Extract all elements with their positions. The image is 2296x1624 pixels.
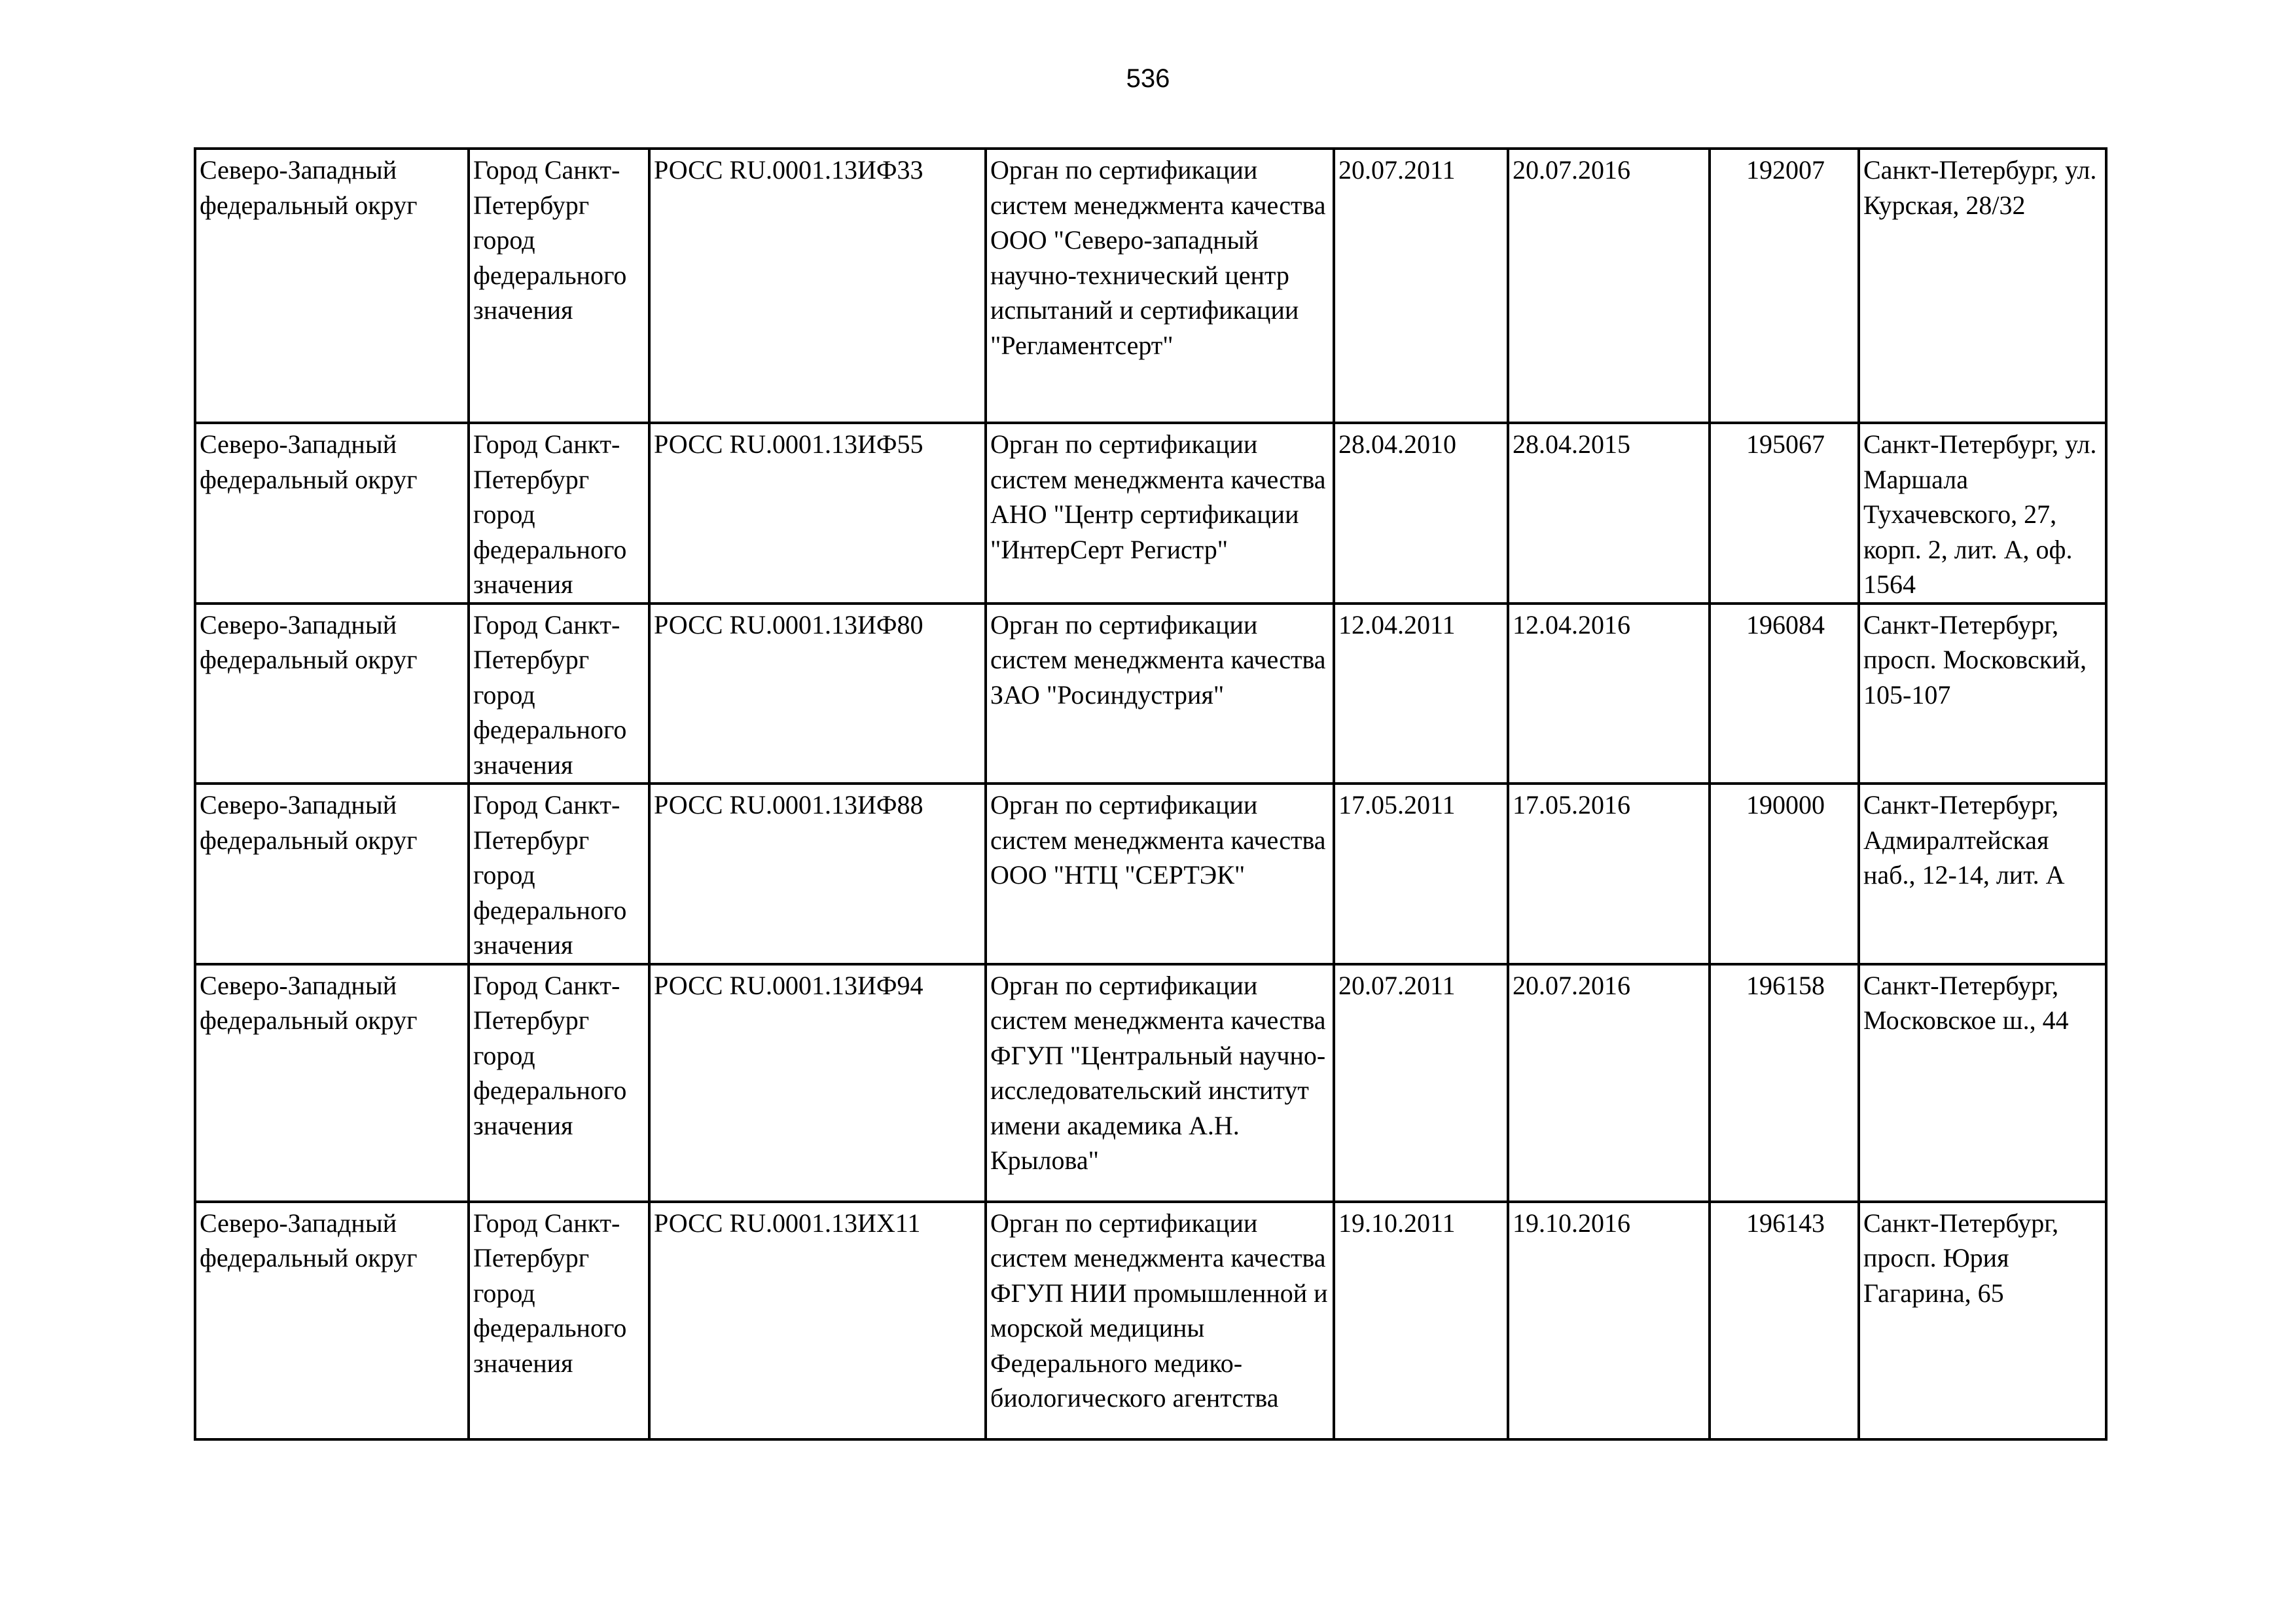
date-from-cell: 12.04.2011 (1334, 604, 1508, 784)
district-cell: Северо-Западный федеральный округ (195, 1202, 469, 1439)
organization-cell: Орган по сертификации систем менеджмента качества ФГУП "Центральный научно-исследовательский институт имени академика А.Н. Крылова" (986, 964, 1334, 1202)
organization-cell: Орган по сертификации систем менеджмента качества ООО "Северо-западный научно-технический центр испытаний и сертификации "Регламентсерт" (986, 149, 1334, 423)
table-row (195, 964, 2106, 1202)
postcode-cell: 196143 (1710, 1202, 1859, 1439)
region-cell: Город Санкт-Петербург город федерального значения (469, 964, 649, 1202)
table-row (195, 149, 2106, 423)
registration-number-cell: РОСС RU.0001.13ИФ33 (649, 149, 986, 423)
registration-number-cell: РОСС RU.0001.13ИХ11 (649, 1202, 986, 1439)
district-cell: Северо-Западный федеральный округ (195, 149, 469, 423)
postcode-cell: 195067 (1710, 423, 1859, 604)
table-row (195, 604, 2106, 784)
date-from-cell: 20.07.2011 (1334, 964, 1508, 1202)
address-cell: Санкт-Петербург, Московское ш., 44 (1859, 964, 2106, 1202)
table-row (195, 784, 2106, 964)
date-to-cell: 28.04.2015 (1508, 423, 1710, 604)
organization-cell: Орган по сертификации систем менеджмента качества ЗАО "Росиндустрия" (986, 604, 1334, 784)
date-to-cell: 17.05.2016 (1508, 784, 1710, 964)
organization-cell: Орган по сертификации систем менеджмента качества ФГУП НИИ промышленной и морской медицины Федерального медико-биологического агентства (986, 1202, 1334, 1439)
date-to-cell: 12.04.2016 (1508, 604, 1710, 784)
registration-number-cell: РОСС RU.0001.13ИФ88 (649, 784, 986, 964)
address-cell: Санкт-Петербург, просп. Московский, 105-107 (1859, 604, 2106, 784)
table-row (195, 1202, 2106, 1439)
address-cell: Санкт-Петербург, ул. Курская, 28/32 (1859, 149, 2106, 423)
district-cell: Северо-Западный федеральный округ (195, 423, 469, 604)
organization-cell: Орган по сертификации систем менеджмента качества ООО "НТЦ "СЕРТЭК" (986, 784, 1334, 964)
organization-cell: Орган по сертификации систем менеджмента качества АНО "Центр сертификации "ИнтерСерт Регистр" (986, 423, 1334, 604)
region-cell: Город Санкт-Петербург город федерального значения (469, 784, 649, 964)
postcode-cell: 192007 (1710, 149, 1859, 423)
registration-number-cell: РОСС RU.0001.13ИФ55 (649, 423, 986, 604)
region-cell: Город Санкт-Петербург город федерального значения (469, 149, 649, 423)
table-row (195, 423, 2106, 604)
postcode-cell: 190000 (1710, 784, 1859, 964)
certification-registry-table (194, 147, 2108, 1441)
date-to-cell: 20.07.2016 (1508, 149, 1710, 423)
registration-number-cell: РОСС RU.0001.13ИФ80 (649, 604, 986, 784)
date-from-cell: 17.05.2011 (1334, 784, 1508, 964)
date-from-cell: 20.07.2011 (1334, 149, 1508, 423)
date-to-cell: 19.10.2016 (1508, 1202, 1710, 1439)
district-cell: Северо-Западный федеральный округ (195, 604, 469, 784)
address-cell: Санкт-Петербург, просп. Юрия Гагарина, 65 (1859, 1202, 2106, 1439)
address-cell: Санкт-Петербург, Адмиралтейская наб., 12-14, лит. А (1859, 784, 2106, 964)
date-from-cell: 28.04.2010 (1334, 423, 1508, 604)
date-to-cell: 20.07.2016 (1508, 964, 1710, 1202)
address-cell: Санкт-Петербург, ул. Маршала Тухачевского, 27, корп. 2, лит. А, оф. 1564 (1859, 423, 2106, 604)
registration-number-cell: РОСС RU.0001.13ИФ94 (649, 964, 986, 1202)
page-number: 536 (1126, 64, 1170, 93)
district-cell: Северо-Западный федеральный округ (195, 964, 469, 1202)
region-cell: Город Санкт-Петербург город федерального значения (469, 1202, 649, 1439)
region-cell: Город Санкт-Петербург город федерального значения (469, 604, 649, 784)
region-cell: Город Санкт-Петербург город федерального значения (469, 423, 649, 604)
postcode-cell: 196158 (1710, 964, 1859, 1202)
date-from-cell: 19.10.2011 (1334, 1202, 1508, 1439)
postcode-cell: 196084 (1710, 604, 1859, 784)
district-cell: Северо-Западный федеральный округ (195, 784, 469, 964)
